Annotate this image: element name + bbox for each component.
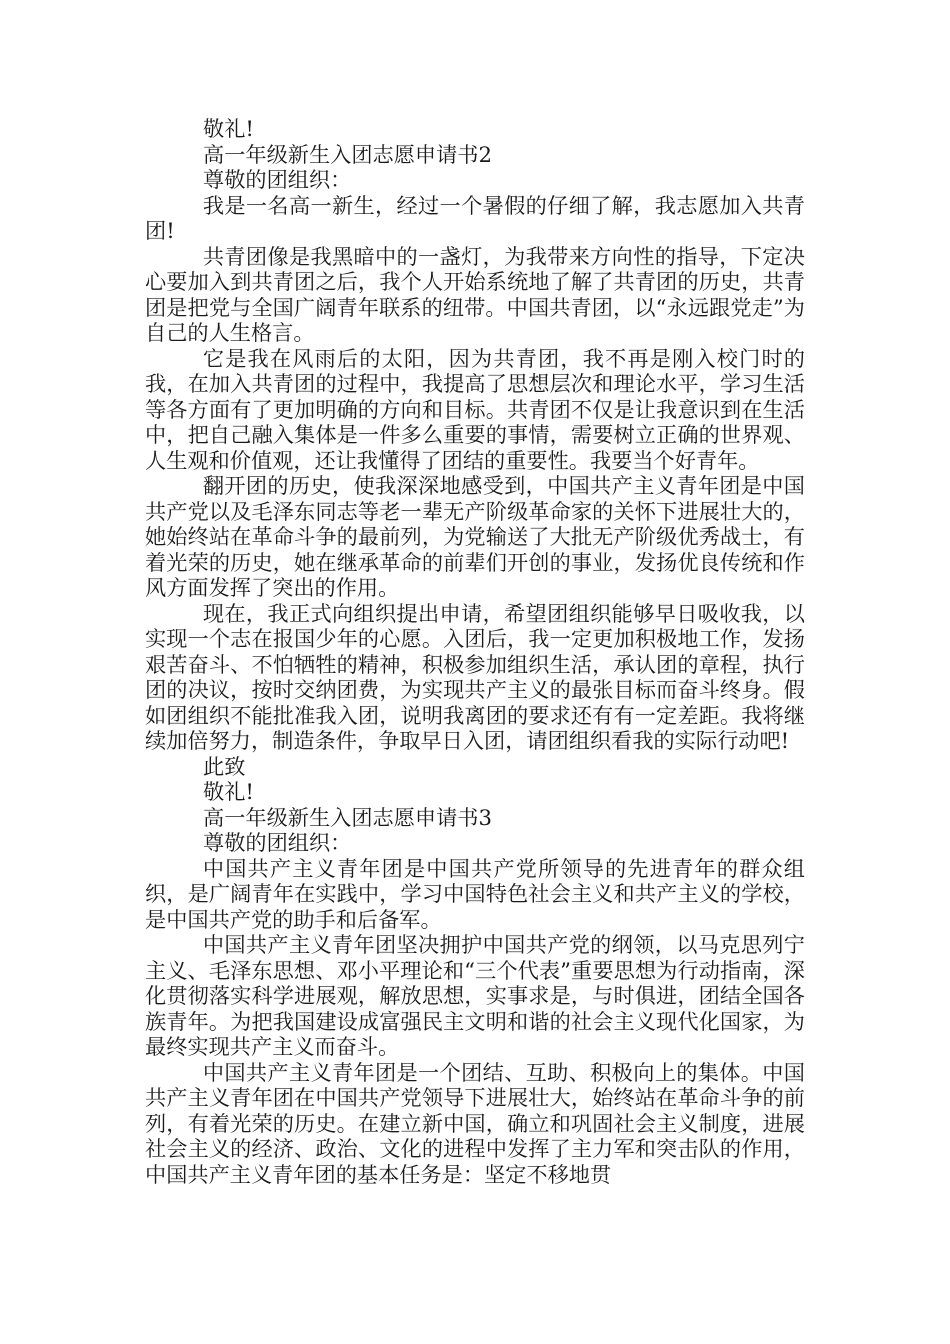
closing-salute: 敬礼! (203, 779, 254, 804)
section-title-3: 高一年级新生入团志愿申请书3 (203, 804, 492, 830)
paragraph: 我是一名高一新生，经过一个暑假的仔细了解，我志愿加入共青团! (145, 192, 805, 243)
section-title-2: 高一年级新生入团志愿申请书2 (203, 141, 492, 167)
salutation: 尊敬的团组织： (203, 167, 352, 192)
paragraph: 中国共产主义青年团是中国共产党所领导的先进青年的群众组织，是广阔青年在实践中，学习中国特色社会主义和共产主义的学校，是中国共产党的助手和后备军。 (145, 855, 805, 932)
paragraph: 它是我在风雨后的太阳，因为共青团，我不再是刚入校门时的我，在加入共青团的过程中，我提高了思想层次和理论水平，学习生活等各方面有了更加明确的方向和目标。共青团不仅是让我意识到在生活中，把自己融入集体是一件多么重要的事情，需要树立正确的世界观、人生观和价值观，还让我懂得了团结的重要性。我要当个好青年。 (145, 345, 805, 473)
closing-phrase: 此致 (203, 753, 246, 779)
document-page (145, 116, 805, 1187)
paragraph: 翻开团的历史，使我深深地感受到，中国共产主义青年团是中国共产党以及毛泽东同志等老一辈无产阶级革命家的关怀下进展壮大的，她始终站在革命斗争的最前列，为党输送了大批无产阶级优秀战士，有着光荣的历史，她在继承革命的前辈们开创的事业，发扬优良传统和作风方面发挥了突出的作用。 (145, 473, 805, 600)
salutation: 尊敬的团组织： (203, 830, 352, 855)
paragraph: 共青团像是我黑暗中的一盏灯，为我带来方向性的指导，下定决心要加入到共青团之后，我个人开始系统地了解了共青团的历史，共青团是把党与全国广阔青年联系的纽带。中国共青团，以“永远跟党走”为自己的人生格言。 (145, 243, 805, 345)
paragraph: 现在，我正式向组织提出申请，希望团组织能够早日吸收我，以实现一个志在报国少年的心愿。入团后，我一定更加积极地工作，发扬艰苦奋斗、不怕牺牲的精神，积极参加组织生活，承认团的章程，执行团的决议，按时交纳团费，为实现共产主义的最张目标而奋斗终身。假如团组织不能批准我入团，说明我离团的要求还有有一定差距。我将继续加倍努力，制造条件，争取早日入团，请团组织看我的实际行动吧! (145, 600, 805, 753)
closing-salute: 敬礼! (203, 116, 254, 141)
paragraph: 中国共产主义青年团是一个团结、互助、积极向上的集体。中国共产主义青年团在中国共产党领导下进展壮大，始终站在革命斗争的前列，有着光荣的历史。在建立新中国，确立和巩固社会主义制度，进展社会主义的经济、政治、文化的进程中发挥了主力军和突击队的作用，中国共产主义青年团的基本任务是：坚定不移地贯 (145, 1059, 805, 1187)
paragraph: 中国共产主义青年团坚决拥护中国共产党的纲领，以马克思列宁主义、毛泽东思想、邓小平理论和“三个代表”重要思想为行动指南，深化贯彻落实科学进展观，解放思想，实事求是，与时俱进，团结全国各族青年。为把我国建设成富强民主文明和谐的社会主义现代化国家，为最终实现共产主义而奋斗。 (145, 932, 805, 1059)
